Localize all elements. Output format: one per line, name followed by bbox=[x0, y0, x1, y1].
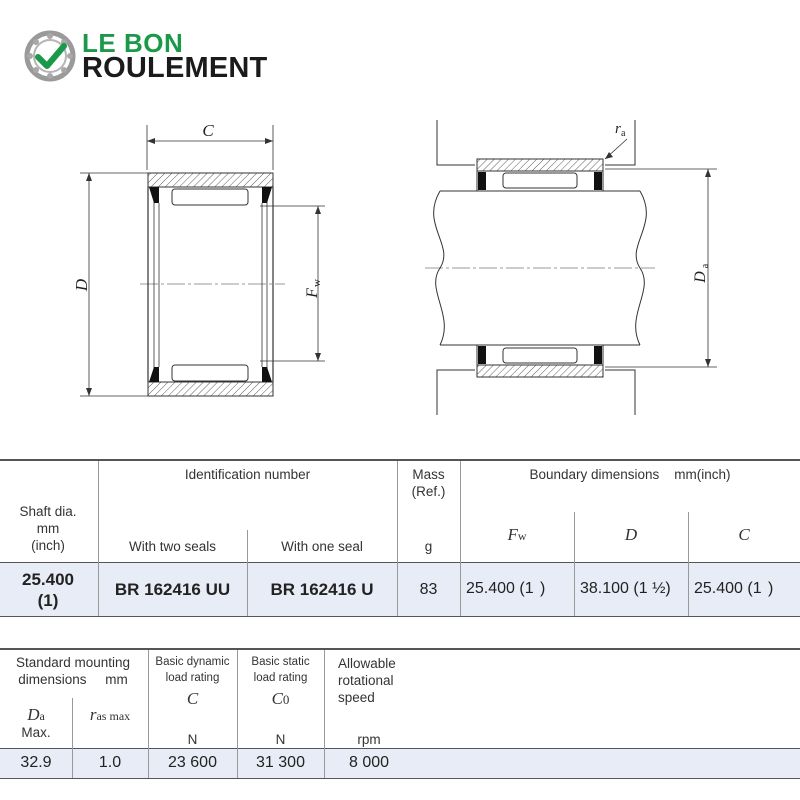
boundary-header: Boundary dimensions mm(inch) bbox=[529, 467, 731, 482]
dynamic-symbol-cell bbox=[148, 690, 237, 708]
dim-ra-label: r bbox=[615, 121, 621, 137]
d-inch: (1 ½) bbox=[633, 580, 671, 597]
static-sub: 0 bbox=[282, 692, 290, 707]
dim-da-label: D bbox=[692, 271, 709, 283]
dynamic-symbol: C bbox=[186, 689, 199, 708]
one-seal-value: BR 162416 U bbox=[270, 580, 374, 599]
brand-line2: ROULEMENT bbox=[82, 52, 268, 84]
one-seal-header: With one seal bbox=[281, 539, 363, 554]
da-sub: a bbox=[39, 709, 45, 723]
ras-symbol: r bbox=[89, 705, 97, 724]
dynamic-header-1: Basic dynamic bbox=[155, 656, 230, 668]
speed-header-1: Allowable bbox=[338, 656, 396, 671]
mounting-header-1: Standard mounting bbox=[15, 655, 131, 670]
mass-header-1: Mass bbox=[412, 467, 445, 482]
bearing-logo-icon bbox=[24, 30, 76, 82]
c-mm: 25.400 bbox=[694, 580, 743, 597]
da-symbol: D bbox=[27, 705, 40, 724]
fw-header bbox=[460, 526, 574, 545]
mounting-diagram bbox=[425, 115, 735, 425]
mass-unit: g bbox=[424, 539, 433, 554]
ras-header bbox=[72, 706, 148, 725]
two-seals-header: With two seals bbox=[128, 539, 217, 554]
speed-value: 8 000 bbox=[348, 754, 390, 771]
dynamic-unit: N bbox=[187, 732, 198, 747]
fw-value bbox=[466, 580, 576, 598]
speed-header-2: rotational bbox=[338, 673, 394, 688]
fw-mm: 25.400 bbox=[466, 580, 515, 597]
da-value: 32.9 bbox=[20, 754, 52, 771]
dynamic-header-2: load rating bbox=[165, 672, 220, 684]
speed-header-3: speed bbox=[338, 690, 375, 705]
shaft-header-2: mm bbox=[36, 521, 60, 536]
c-inch: (1 ) bbox=[747, 580, 774, 597]
ras-value: 1.0 bbox=[98, 754, 122, 771]
static-symbol-cell bbox=[237, 690, 324, 708]
fw-symbol: F bbox=[507, 525, 518, 544]
dim-fw-sub: w bbox=[311, 279, 323, 287]
identification-header: Identification number bbox=[184, 467, 311, 482]
d-value bbox=[580, 580, 690, 598]
shaft-header-3: (inch) bbox=[31, 538, 65, 553]
dim-ra-sub: a bbox=[621, 128, 626, 139]
dynamic-value: 23 600 bbox=[168, 754, 217, 771]
bearing-section-diagram bbox=[60, 115, 350, 415]
d-symbol: D bbox=[624, 525, 638, 544]
fw-sub: w bbox=[517, 529, 527, 543]
da-header bbox=[0, 706, 72, 725]
mounting-header-2: dimensions mm bbox=[18, 672, 128, 687]
fw-inch: (1 ) bbox=[519, 580, 546, 597]
static-symbol: C bbox=[271, 689, 283, 708]
ras-sub: as max bbox=[96, 709, 131, 723]
two-seals-value: BR 162416 UU bbox=[114, 580, 231, 599]
dim-da-sub: a bbox=[700, 263, 711, 269]
brand-line1: LE BON bbox=[82, 28, 184, 58]
speed-unit: rpm bbox=[357, 732, 381, 747]
dim-d-label: D bbox=[72, 278, 91, 292]
c-header bbox=[688, 526, 800, 544]
d-mm: 38.100 bbox=[580, 580, 629, 597]
d-header bbox=[574, 526, 688, 544]
mass-header-2: (Ref.) bbox=[411, 484, 446, 499]
da-max: Max. bbox=[21, 725, 51, 740]
static-unit: N bbox=[275, 732, 286, 747]
static-header-1: Basic static bbox=[251, 656, 310, 668]
shaft-inch-value: (1) bbox=[37, 591, 59, 610]
dim-fw-label: F bbox=[304, 288, 321, 298]
static-header-2: load rating bbox=[253, 672, 308, 684]
c-value bbox=[694, 580, 798, 598]
shaft-mm-value: 25.400 bbox=[22, 570, 74, 589]
c-symbol: C bbox=[738, 525, 750, 544]
mass-value: 83 bbox=[419, 581, 438, 598]
dim-c-label: C bbox=[202, 121, 214, 140]
static-value: 31 300 bbox=[256, 754, 305, 771]
shaft-header-1: Shaft dia. bbox=[19, 504, 77, 519]
